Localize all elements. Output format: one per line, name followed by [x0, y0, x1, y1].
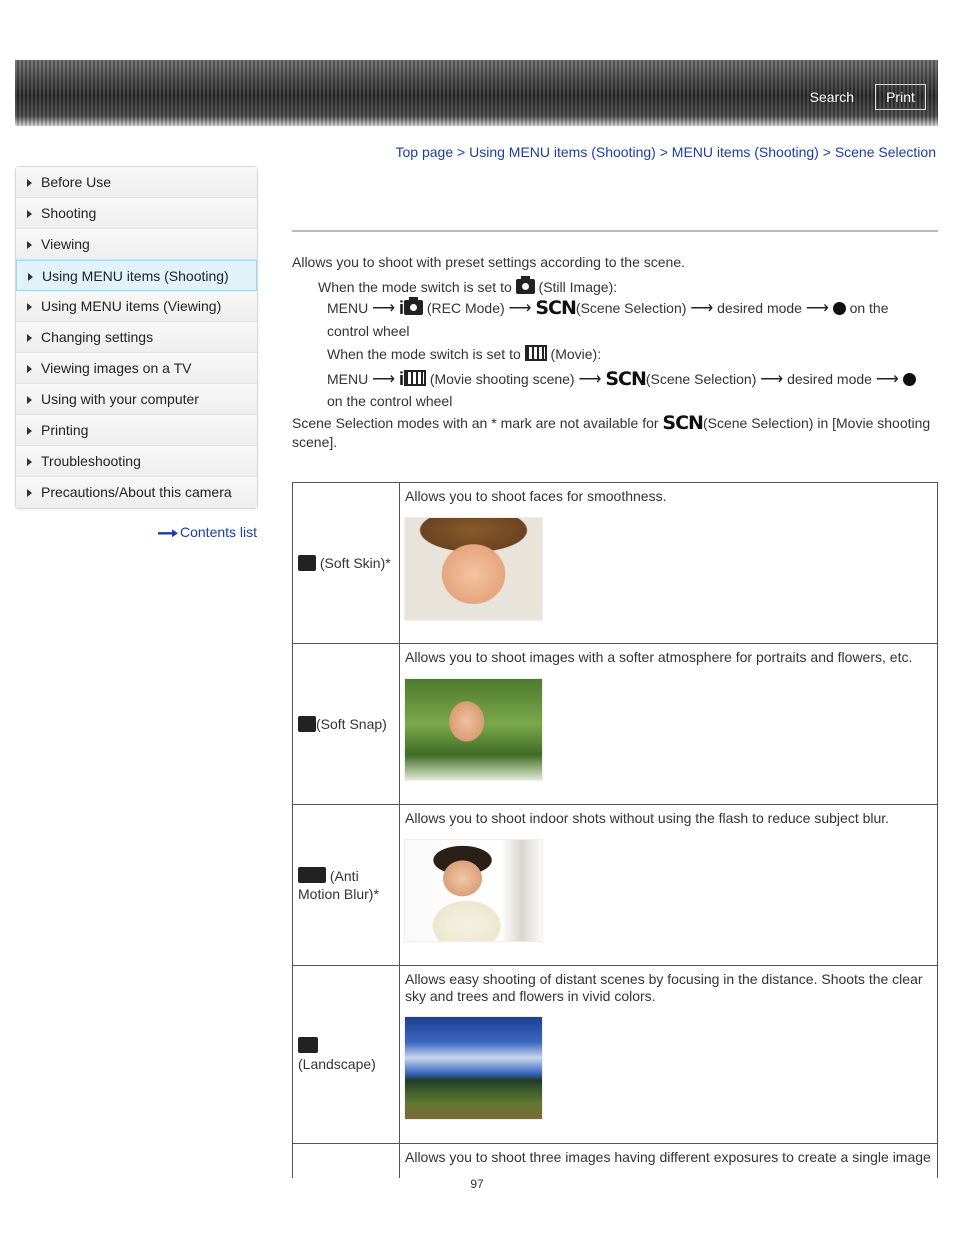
scene-name-line2: Motion Blur)* — [298, 886, 379, 902]
sidebar-item-label: Troubleshooting — [41, 453, 141, 469]
scene-name-cell — [293, 805, 400, 965]
arrow-right-icon: ⟶ — [875, 371, 899, 388]
page-number: 97 — [470, 1177, 484, 1191]
movie-mode-line — [327, 345, 601, 364]
movie-film-icon — [404, 370, 426, 386]
scene-name-line1: (Anti — [329, 868, 359, 884]
scene-desc: Allows you to shoot images with a softer atmosphere for portraits and flowers, etc. — [405, 649, 913, 665]
table-row — [292, 643, 938, 804]
sidebar-item-before-use[interactable] — [16, 167, 257, 198]
still-when-text: When the mode switch is set to — [318, 279, 512, 295]
table-row — [292, 965, 938, 1143]
scene-desc-cell — [400, 644, 937, 671]
contents-list-label: Contents list — [180, 524, 258, 540]
soft-skin-sample-photo — [404, 517, 543, 621]
anti-motion-blur-icon — [298, 867, 326, 883]
note-text-post: (Scene Selection) in [Movie shooting — [702, 415, 931, 431]
intro-text: Allows you to shoot with preset settings according to the scene. — [292, 254, 685, 270]
camera-icon — [516, 279, 535, 294]
movie-label: (Movie): — [550, 346, 602, 362]
scene-desc: Allows easy shooting of distant scenes by focusing in the distance. Shoots the clear sky and trees and flowers in vivid colors. — [405, 971, 923, 1004]
header-bar — [15, 60, 938, 126]
triangle-right-icon — [27, 303, 32, 311]
scn-icon: SCN — [662, 412, 703, 434]
sidebar-item-label: Changing settings — [41, 329, 154, 345]
arrow-right-icon: ⟶ — [508, 300, 532, 317]
soft-skin-icon — [298, 555, 316, 571]
still-image-label: (Still Image): — [538, 279, 618, 295]
center-button-icon — [833, 302, 846, 315]
movie-menu-path — [327, 370, 916, 389]
sidebar-item-label: Shooting — [41, 205, 97, 221]
movie-control-wheel-text: on the control wheel — [327, 393, 453, 409]
table-row — [292, 804, 938, 965]
sidebar-item-changing-settings[interactable] — [16, 322, 257, 353]
sidebar-item-label: Viewing images on a TV — [41, 360, 192, 376]
sidebar-item-label: Viewing — [41, 236, 90, 252]
scene-note — [292, 414, 938, 452]
scene-desc: Allows you to shoot three images having different exposures to create a single image — [405, 1149, 931, 1165]
triangle-right-icon — [27, 427, 32, 435]
i-auto-icon: i — [398, 298, 404, 318]
triangle-right-icon — [27, 334, 32, 342]
movie-when-text: When the mode switch is set to — [327, 346, 521, 362]
table-row — [292, 482, 938, 643]
scene-selection-label: (Scene Selection) — [575, 300, 687, 316]
sidebar-item-label: Using with your computer — [41, 391, 199, 407]
arrow-right-icon — [158, 529, 178, 537]
scene-name-cell — [293, 966, 400, 1143]
breadcrumb-separator: > — [822, 144, 831, 160]
scene-selection-label: (Scene Selection) — [645, 371, 757, 387]
soft-snap-sample-photo — [404, 678, 543, 781]
scene-desc-cell — [400, 966, 937, 1010]
breadcrumb-using-menu-shooting[interactable]: Using MENU items (Shooting) — [469, 144, 656, 160]
triangle-right-icon — [28, 273, 33, 281]
center-button-icon — [903, 373, 916, 386]
scene-name-cell — [293, 483, 400, 643]
sidebar-item-label: Using MENU items (Shooting) — [42, 268, 229, 284]
sidebar-nav — [15, 166, 258, 509]
sidebar-item-using-with-computer[interactable] — [16, 384, 257, 415]
scene-name: (Soft Skin)* — [319, 555, 391, 571]
contents-list-link[interactable] — [158, 524, 257, 540]
sidebar-item-using-menu-shooting[interactable] — [16, 260, 257, 291]
i-auto-icon: i — [398, 369, 404, 389]
triangle-right-icon — [27, 210, 32, 218]
movie-scene-label: (Movie shooting scene) — [429, 371, 575, 387]
triangle-right-icon — [27, 396, 32, 404]
triangle-right-icon — [27, 489, 32, 497]
scene-desc-cell — [400, 805, 937, 832]
sidebar-item-viewing[interactable] — [16, 229, 257, 260]
search-link[interactable]: Search — [809, 89, 854, 105]
sidebar-item-label: Printing — [41, 422, 89, 438]
sidebar-item-shooting[interactable] — [16, 198, 257, 229]
breadcrumb-top-page[interactable]: Top page — [395, 144, 454, 160]
breadcrumb-menu-items-shooting[interactable]: MENU items (Shooting) — [671, 144, 819, 160]
scene-name: (Soft Snap) — [316, 716, 387, 732]
breadcrumb-scene-selection[interactable]: Scene Selection — [834, 144, 936, 160]
triangle-right-icon — [27, 179, 32, 187]
triangle-right-icon — [27, 365, 32, 373]
title-divider — [292, 230, 938, 232]
sidebar-item-troubleshooting[interactable] — [16, 446, 257, 477]
on-the-label: on the — [849, 300, 889, 316]
scene-desc: Allows you to shoot indoor shots without using the flash to reduce subject blur. — [405, 810, 890, 826]
note-text-pre: Scene Selection modes with an * mark are not available for — [292, 415, 659, 431]
scene-desc-cell — [400, 1144, 937, 1171]
table-row — [292, 1143, 938, 1178]
arrow-right-icon: ⟶ — [805, 300, 829, 317]
arrow-right-icon: ⟶ — [372, 371, 396, 388]
scene-name: (Landscape) — [298, 1055, 376, 1072]
arrow-right-icon: ⟶ — [760, 371, 784, 388]
soft-snap-icon — [298, 716, 316, 732]
anti-motion-blur-sample-photo — [404, 839, 543, 942]
arrow-right-icon: ⟶ — [372, 300, 396, 317]
sidebar-item-viewing-on-tv[interactable] — [16, 353, 257, 384]
camera-icon — [404, 300, 423, 315]
sidebar-item-precautions[interactable] — [16, 477, 257, 508]
sidebar-item-label: Using MENU items (Viewing) — [41, 298, 222, 314]
sidebar-item-label: Before Use — [41, 174, 112, 190]
arrow-right-icon: ⟶ — [690, 300, 714, 317]
scn-icon: SCN — [535, 297, 576, 319]
sidebar-item-printing[interactable] — [16, 415, 257, 446]
rec-mode-label: (REC Mode) — [426, 300, 505, 316]
scene-name-cell — [293, 644, 400, 804]
scene-name-cell — [293, 1144, 400, 1178]
breadcrumb — [396, 144, 936, 160]
desired-mode-label: desired mode — [717, 300, 802, 316]
still-mode-line — [318, 278, 617, 297]
scn-icon: SCN — [605, 368, 646, 390]
breadcrumb-separator: > — [659, 144, 668, 160]
note-text-line2: scene]. — [292, 434, 338, 450]
desired-mode-label: desired mode — [787, 371, 872, 387]
scene-desc: Allows you to shoot faces for smoothness. — [405, 488, 667, 504]
menu-label: MENU — [327, 300, 369, 316]
sidebar-item-using-menu-viewing[interactable] — [16, 291, 257, 322]
triangle-right-icon — [27, 458, 32, 466]
movie-film-icon — [525, 345, 547, 361]
scene-desc-cell — [400, 483, 937, 510]
menu-label: MENU — [327, 371, 369, 387]
triangle-right-icon — [27, 241, 32, 249]
sidebar-item-label: Precautions/About this camera — [41, 484, 232, 500]
still-menu-path — [327, 299, 889, 318]
print-button[interactable]: Print — [875, 84, 926, 110]
landscape-sample-photo — [404, 1016, 543, 1120]
arrow-right-icon: ⟶ — [578, 371, 602, 388]
landscape-icon — [298, 1037, 318, 1053]
breadcrumb-separator: > — [457, 144, 466, 160]
control-wheel-text: control wheel — [327, 323, 410, 339]
